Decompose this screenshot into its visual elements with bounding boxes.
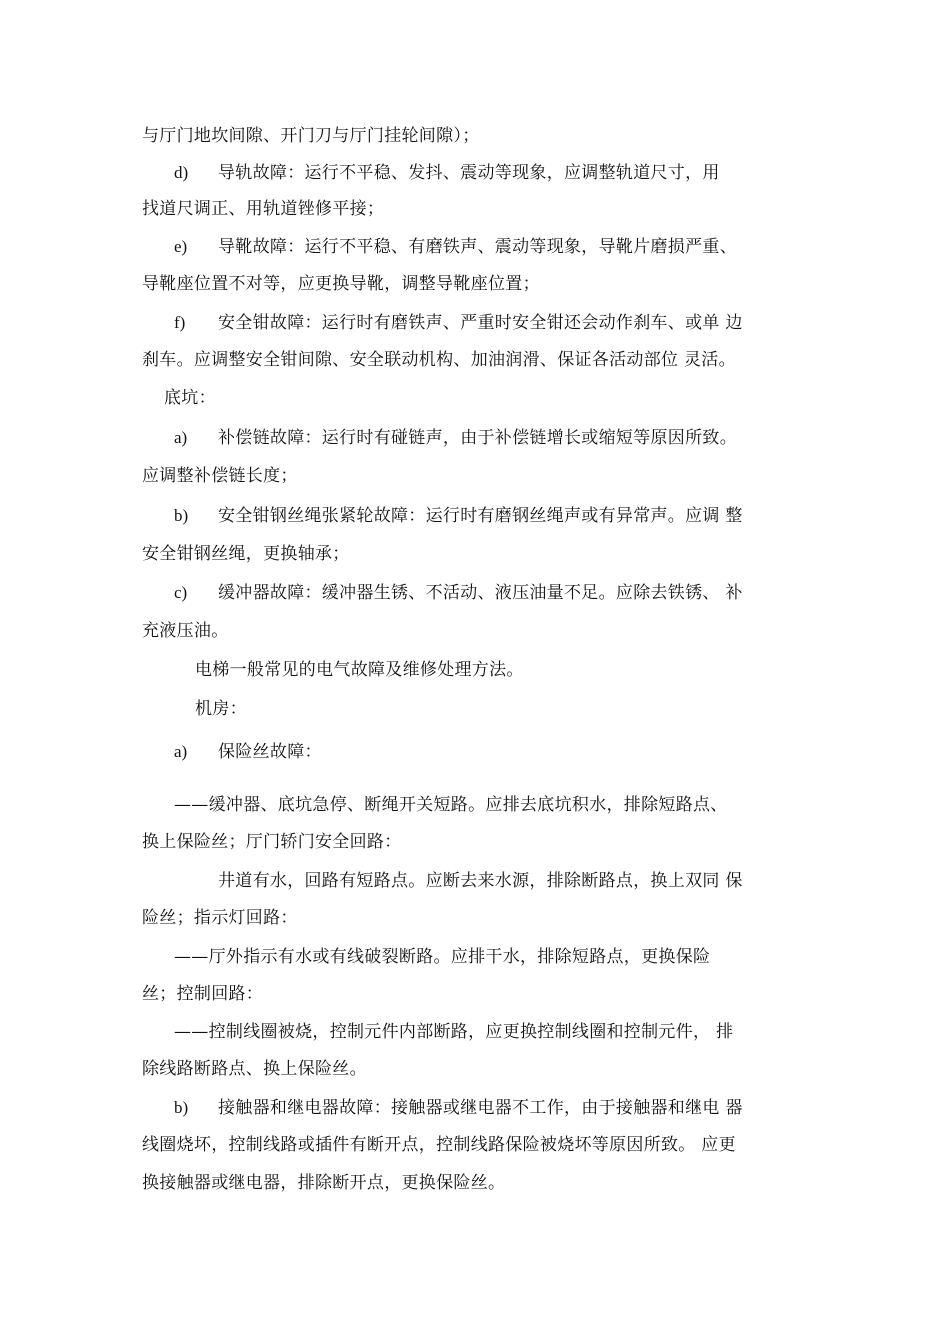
list-item-text: 保险丝故障： [218,742,322,762]
paragraph-line: ——控制线圈被烧，控制元件内部断路，应更换控制线圈和控制元件， 排 [174,1022,734,1042]
list-item-text: 接触器和继电器故障：接触器或继电器不工作，由于接触器和继电 器 [218,1098,743,1118]
section-heading-electrical: 电梯一般常见的电气故障及维修处理方法。 [195,660,524,680]
paragraph-line: 安全钳钢丝绳，更换轴承； [142,544,350,564]
list-item-room-b [0,1097,950,1119]
list-item-pit-b [0,505,950,527]
list-item-f [0,312,950,334]
list-marker: b) [174,506,189,525]
paragraph-line: ——厅外指示有水或有线破裂断路。应排干水，排除短路点，更换保险 [174,947,711,967]
list-item-text: 安全钳钢丝绳张紧轮故障：运行时有磨钢丝绳声或有异常声。应调 整 [218,506,743,526]
list-item-pit-a [0,427,950,449]
paragraph-line: 井道有水，回路有短路点。应断去来水源，排除断路点，换上双同 保 [218,871,743,891]
list-marker: a) [174,428,188,447]
list-item-text: 缓冲器故障：缓冲器生锈、不活动、液压油量不足。应除去铁锈、 补 [218,583,743,603]
list-marker: f) [174,313,186,332]
paragraph-line: 线圈烧坏，控制线路或插件有断开点，控制线路保险被烧坏等原因所致。 应更 [142,1135,736,1155]
paragraph-line: 刹车。应调整安全钳间隙、安全联动机构、加油润滑、保证各活动部位 灵活。 [142,350,736,370]
list-marker: e) [174,237,188,256]
paragraph-line: 丝；控制回路： [142,984,264,1004]
list-item-pit-c [0,582,950,604]
list-item-text: 补偿链故障：运行时有碰链声，由于补偿链增长或缩短等原因所致。 [218,428,737,448]
section-heading-machine-room: 机房： [195,699,247,719]
paragraph-line: 找道尺调正、用轨道锉修平接； [142,199,385,219]
list-item-text: 导轨故障：运行不平稳、发抖、震动等现象，应调整轨道尺寸，用 [218,163,720,183]
list-marker: a) [174,742,188,761]
list-item-text: 安全钳故障：运行时有磨铁声、严重时安全钳还会动作刹车、或单 边 [218,313,743,333]
paragraph-line: 应调整补偿链长度； [142,466,298,486]
list-item-room-a [0,741,950,763]
paragraph-line: 换上保险丝；厅门轿门安全回路： [142,832,402,852]
list-item-text: 导靴故障：运行不平稳、有磨铁声、震动等现象，导靴片磨损严重、 [218,237,737,257]
list-item-e [0,236,950,258]
paragraph-line: 险丝；指示灯回路： [142,908,298,928]
list-marker: b) [174,1098,189,1117]
paragraph-line: 换接触器或继电器，排除断开点，更换保险丝。 [142,1173,506,1193]
paragraph-line: 充液压油。 [142,621,229,641]
list-item-d [0,162,950,184]
list-marker: d) [174,163,189,182]
paragraph-line: 与厅门地坎间隙、开门刀与厅门挂轮间隙）； [142,126,480,146]
paragraph-line: 除线路断路点、换上保险丝。 [142,1059,367,1079]
paragraph-line: ——缓冲器、底坑急停、断绳开关短路。应排去底坑积水，排除短路点、 [174,795,728,815]
section-heading-pit: 底坑： [164,388,216,408]
list-marker: c) [174,583,188,602]
paragraph-line: 导靴座位置不对等，应更换导靴，调整导靴座位置； [142,274,540,294]
